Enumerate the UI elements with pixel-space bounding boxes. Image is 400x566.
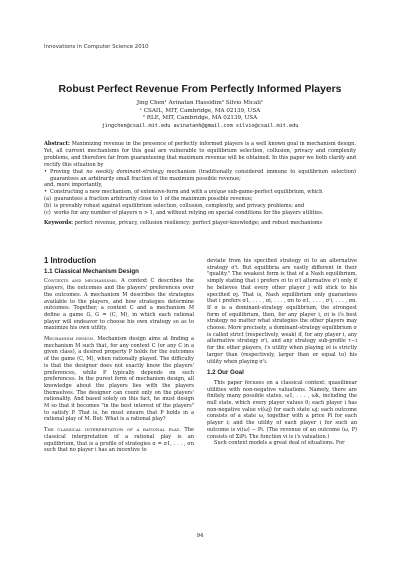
affiliation-2: ² RLE, MIT, Cambridge, MA 02139, USA	[142, 115, 258, 122]
keywords-label: Keywords:	[44, 219, 74, 226]
paragraph-body: The classical interpretation of a rational play is an equilibrium, that is a profile of strategies σ = σ1, . . . , σn such that no player i has an incentive to	[44, 427, 194, 454]
bullet-2-rest: sub-game-perfect equilibrium, which	[226, 189, 323, 196]
abstract-and-more: and, more importantly,	[44, 182, 103, 189]
left-column	[44, 258, 194, 454]
bullet-1-rest: mechanism (traditionally considered immune to equilibrium selection) guarantees an arbitrarily small fraction of the maximum possible revenue;	[50, 168, 356, 182]
bullet-2-emphasis: unique	[208, 189, 227, 196]
keywords	[44, 220, 356, 227]
paragraph-lead: Contexts and mechanisms.	[44, 278, 118, 285]
abstract-paragraph	[44, 141, 356, 169]
bullet-2-lead: Constructing a new mechanism, of extensive-form and with a	[50, 189, 209, 196]
keywords-text: perfect revenue, privacy, collusion resiliency; perfect player-knowledge; and robust mechanisms	[74, 219, 323, 226]
paragraph-mechanism-design	[44, 336, 194, 423]
sub-b-text: is provably robust against equilibrium selection, collusion, complexity, and privacy problems; and	[54, 203, 305, 210]
sub-c-text: works for any number of players n > 1, and without relying on special conditions for the players utilities.	[54, 210, 324, 217]
abstract	[44, 141, 356, 227]
section-heading-introduction: 1 Introduction	[44, 256, 96, 265]
paragraph-body: A context C describes the players, the outcomes and the players' preferences over the outcomes. A mechanism M describes the strategies available to the players, and how strategies determine outcomes. Together, a context C and a mechanism M define a game G, G = (C, M), in which each rational player will endeavor to choose his own strategy so as to maximize his own utility.	[44, 278, 194, 332]
abstract-label: Abstract:	[44, 141, 70, 147]
abstract-sub-b	[44, 203, 356, 210]
sub-a-label: (a)	[44, 196, 51, 203]
paragraph-body: Mechanism design aims at finding a mechanism M such that, for any context C (or any C in a given class), a desired property P holds for the outcomes of the game (C, M), when rationally played. The difficulty is that the designer does not exactly know the players' preferences, while P typically depends on such preferences. In the purest form of mechanism design, all knowledge about the players lies with the players themselves. The designer can count only on the players' rationality. And based solely on this fact, he must design M so that it becomes "in the best interest of the players" to satisfy P. That is, he must ensure that P holds in a rational play of M. But: What is a rational play?	[44, 336, 194, 423]
author-block	[44, 100, 356, 130]
paper-title: Robust Perfect Revenue From Perfectly Informed Players	[58, 84, 342, 95]
abstract-sub-a	[44, 196, 356, 203]
abstract-bullet-2	[44, 189, 356, 196]
author-emails: jingchen@csail.mit.edu avinatanh@gmail.com silvio@csail.mit.edu	[101, 122, 299, 129]
paragraph-contexts	[44, 278, 194, 332]
paragraph-classical-interpretation	[44, 427, 194, 454]
affiliation-1: ¹ CSAIL, MIT, Cambridge, MA 02139, USA	[139, 107, 261, 114]
sub-b-label: (b)	[44, 203, 52, 210]
paragraph-lead: The classical interpretation of a rational play.	[44, 427, 181, 434]
paragraph-lead: Mechanism design.	[44, 336, 95, 343]
author-names: Jing Chen¹ Avinatan Hassidim² Silvio Micali¹	[136, 100, 264, 106]
abstract-text: Maximizing revenue in the presence of perfectly informed players is a well known goal in mechanism design. Yet, all current mechanisms for this goal are vulnerable to equilibrium selection, collusion, privacy and complexity problems, and therefore far from guaranteeing that maximum revenue will be obtained. In this paper we both clarify and rectify this situation by	[44, 141, 356, 168]
running-head: Innovations in Computer Science 2010	[44, 44, 149, 50]
paragraph-quasilinear: This paper focuses on a classical context: quasilinear utilities with non-negative valuations. Namely, there are finitely many possible states, ω1, . . . , ωk, including the null state, which every player values 0; each player i has non-negative value vi(ωj) for each state ωj; each outcome consists of a state ω, together with a price Pi for each player i; and the utility of each player i for such an outcome is vi(ω) − Pi. (The revenue of an outcome (ω, P) consists of ΣiPi. The function vi is i's valuation.)	[207, 379, 357, 440]
sub-c-label: (c)	[44, 210, 51, 217]
page-number: 94	[196, 533, 204, 539]
sub-a-text: guarantees a fraction arbitrarily close to 1 of the maximum possible revenue;	[54, 196, 253, 203]
abstract-sub-c	[44, 210, 356, 217]
paragraph-equilibria: deviate from his specified strategy σi to an alternative strategy σ'i. But equilibria are vastly different in their "quality." The weakest form is that of a Nash equilibrium, simply stating that i prefers σi to σ'i alternative σ'i only if he believes that every other player j will stick to his specified σj. That is, Nash equilibrium only guarantees that i prefers σ1, . . . , σi, . . . , σn to σ1, . . . , σ'i, . . . , σn. If σ is a dominant-strategy equilibrium, the strongest form of equilibrium, then, for any player i, σi is i's best strategy no matter what strategies the other players may choose. More precisely, a dominant-strategy equilibrium σ is called strict (respectively, weak) if, for any player i, any alternative strategy σ'i, and any strategy sub-profile τ−i for the other players, i's utility when playing σi is strictly larger than (respectively, larger than or equal to) his utility when playing σ'i.	[207, 258, 357, 365]
bullet-1-lead: Proving that	[50, 168, 87, 175]
abstract-bullet-1	[44, 169, 356, 183]
paragraph-such-context: Such context models a great deal of situations. For	[214, 440, 345, 447]
subsection-heading-goal: 1.2 Our Goal	[207, 369, 244, 377]
subsection-heading-classical: 1.1 Classical Mechanism Design	[44, 267, 139, 275]
bullet-1-emphasis: no weakly dominant-strategy	[86, 168, 164, 175]
right-column	[207, 258, 357, 447]
